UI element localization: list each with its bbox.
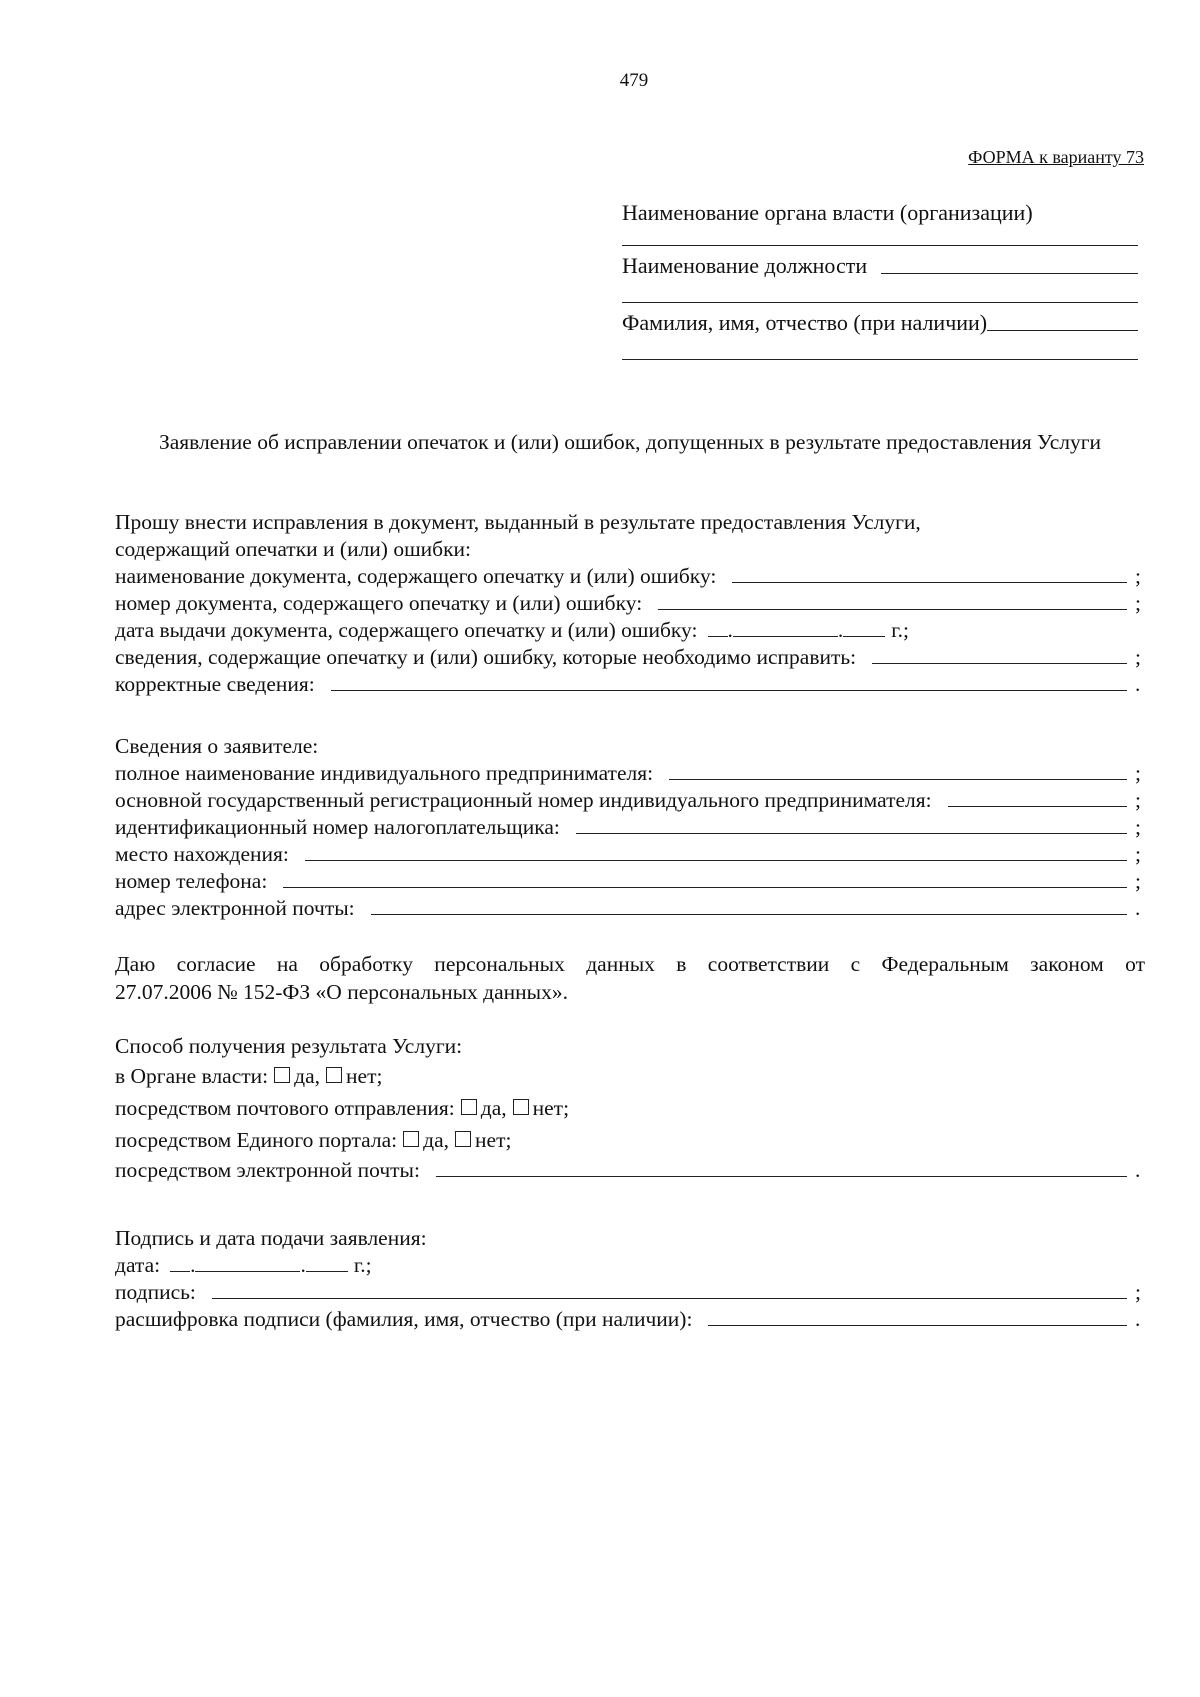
email-label: адрес электронной почты: (115, 896, 355, 920)
request-intro-text-1: Прошу внести исправления в документ, выданный в результате предоставления Услуги, (115, 510, 921, 534)
delivery-authority-yes-checkbox[interactable] (274, 1067, 290, 1083)
doc-date-fields: . . г.; (708, 618, 910, 643)
applicant-section (115, 734, 1145, 923)
phone-row (115, 869, 1145, 896)
correct-row (115, 672, 1145, 699)
correct-label: корректные сведения: (115, 672, 315, 696)
inn-input[interactable] (576, 815, 1127, 834)
yes-label: да, (423, 1128, 450, 1152)
decode-row (115, 1307, 1145, 1334)
doc-number-input[interactable] (658, 591, 1127, 610)
applicant-heading: Сведения о заявителе: (115, 734, 319, 758)
signature-heading: Подпись и дата подачи заявления: (115, 1226, 427, 1250)
decode-input[interactable] (708, 1307, 1127, 1326)
phone-input[interactable] (283, 869, 1127, 888)
delivery-portal-yes-checkbox[interactable] (403, 1131, 419, 1147)
doc-date-year-input[interactable] (843, 618, 885, 637)
semicolon: ; (1135, 1280, 1141, 1304)
consent-line-2: 27.07.2006 № 152-ФЗ «О персональных данных». (115, 980, 568, 1004)
doc-number-row (115, 591, 1145, 618)
request-intro-1 (115, 510, 1145, 537)
delivery-heading: Способ получения результата Услуги: (115, 1034, 463, 1058)
doc-date-label: дата выдачи документа, содержащего опечатку и (или) ошибку: (115, 618, 698, 642)
sign-label: подпись: (115, 1280, 196, 1304)
semicolon: ; (1135, 842, 1141, 866)
ogrnip-row (115, 788, 1145, 815)
semicolon: ; (1135, 591, 1141, 615)
fullname-label: Фамилия, имя, отчество (при наличии) (622, 310, 988, 335)
signature-date-fields: . . г.; (170, 1253, 372, 1278)
position-line (622, 251, 1138, 279)
signature-date-label: дата: (115, 1253, 161, 1277)
doc-date-month-input[interactable] (733, 618, 838, 637)
signature-heading-row (115, 1226, 1145, 1253)
delivery-authority-row (115, 1064, 1145, 1096)
ogrnip-input[interactable] (948, 788, 1127, 807)
phone-label: номер телефона: (115, 869, 268, 893)
authority-input[interactable] (622, 244, 1138, 246)
inn-row (115, 815, 1145, 842)
signature-date-year-suffix: г.; (353, 1253, 372, 1277)
period: . (1135, 1158, 1141, 1182)
errors-label: сведения, содержащие опечатку и (или) ошибку, которые необходимо исправить: (115, 645, 857, 669)
semicolon: ; (1135, 815, 1141, 839)
request-intro-2 (115, 537, 1145, 564)
ip-name-label: полное наименование индивидуального предпринимателя: (115, 761, 654, 785)
no-label: нет; (475, 1128, 512, 1152)
location-row (115, 842, 1145, 869)
semicolon: ; (1135, 869, 1141, 893)
ogrnip-label: основной государственный регистрационный номер индивидуального предпринимателя: (115, 788, 932, 812)
delivery-portal-no-checkbox[interactable] (455, 1131, 471, 1147)
doc-date-day-input[interactable] (708, 618, 728, 637)
semicolon: ; (1135, 761, 1141, 785)
authority-label: Наименование органа власти (организации) (622, 200, 1033, 225)
sign-row (115, 1280, 1145, 1307)
signature-date-day-input[interactable] (170, 1253, 190, 1272)
period: . (1135, 896, 1141, 920)
delivery-post-yes-checkbox[interactable] (461, 1099, 477, 1115)
correct-input[interactable] (331, 672, 1127, 691)
document-title: Заявление об исправлении опечаток и (или) ошибок, допущенных в результате предоставления Услуги (158, 430, 1102, 454)
delivery-heading-row (115, 1034, 1145, 1064)
doc-name-input[interactable] (732, 564, 1127, 583)
email-row (115, 896, 1145, 923)
delivery-email-label: посредством электронной почты: (115, 1158, 420, 1182)
delivery-portal-label: посредством Единого портала: (115, 1128, 398, 1152)
delivery-post-row (115, 1096, 1145, 1128)
fullname-input-2[interactable] (622, 358, 1138, 360)
errors-input[interactable] (872, 645, 1127, 664)
location-label: место нахождения: (115, 842, 289, 866)
consent-line-1: Даю согласие на обработку персональных данных в соответствии с Федеральным законом от (115, 952, 1145, 976)
authority-line (622, 198, 1138, 226)
ip-name-input[interactable] (669, 761, 1127, 780)
request-section (115, 510, 1145, 699)
period: . (1135, 672, 1141, 696)
sign-input[interactable] (212, 1280, 1127, 1299)
position-label: Наименование должности (622, 253, 868, 278)
semicolon: ; (1135, 788, 1141, 812)
doc-date-row (115, 618, 1145, 645)
position-input[interactable] (881, 272, 1138, 274)
applicant-heading-row (115, 734, 1145, 761)
delivery-authority-label: в Органе власти: (115, 1064, 269, 1088)
semicolon: ; (1135, 564, 1141, 588)
doc-name-row (115, 564, 1145, 591)
decode-label: расшифровка подписи (фамилия, имя, отчество (при наличии): (115, 1307, 693, 1331)
delivery-post-no-checkbox[interactable] (513, 1099, 529, 1115)
location-input[interactable] (305, 842, 1127, 861)
form-label: ФОРМА к варианту 73 (968, 147, 1144, 167)
delivery-authority-no-checkbox[interactable] (326, 1067, 342, 1083)
signature-date-month-input[interactable] (195, 1253, 300, 1272)
errors-row (115, 645, 1145, 672)
delivery-email-input[interactable] (436, 1158, 1127, 1177)
addressee-block (622, 198, 1138, 365)
signature-date-row (115, 1253, 1145, 1280)
fullname-line (622, 308, 1138, 336)
consent-section (115, 950, 1145, 1006)
inn-label: идентификационный номер налогоплательщика: (115, 815, 560, 839)
no-label: нет; (346, 1064, 383, 1088)
request-intro-text-2: содержащий опечатки и (или) ошибки: (115, 537, 472, 561)
delivery-email-row (115, 1158, 1145, 1185)
doc-name-label: наименование документа, содержащего опечатку и (или) ошибку: (115, 564, 717, 588)
email-input[interactable] (371, 896, 1127, 915)
signature-date-year-input[interactable] (306, 1253, 348, 1272)
fullname-input[interactable] (987, 329, 1138, 331)
yes-label: да, (294, 1064, 321, 1088)
page-number: 479 (619, 70, 649, 91)
no-label: нет; (532, 1096, 570, 1120)
period: . (1135, 1307, 1141, 1331)
semicolon: ; (1135, 645, 1141, 669)
doc-date-year-suffix: г.; (891, 618, 909, 642)
yes-label: да, (480, 1096, 507, 1120)
position-input-2[interactable] (622, 301, 1138, 303)
ip-name-row (115, 761, 1145, 788)
doc-number-label: номер документа, содержащего опечатку и (или) ошибку: (115, 591, 643, 615)
delivery-section (115, 1034, 1145, 1185)
delivery-portal-row (115, 1128, 1145, 1158)
delivery-post-label: посредством почтового отправления: (115, 1096, 455, 1120)
signature-section (115, 1226, 1145, 1334)
